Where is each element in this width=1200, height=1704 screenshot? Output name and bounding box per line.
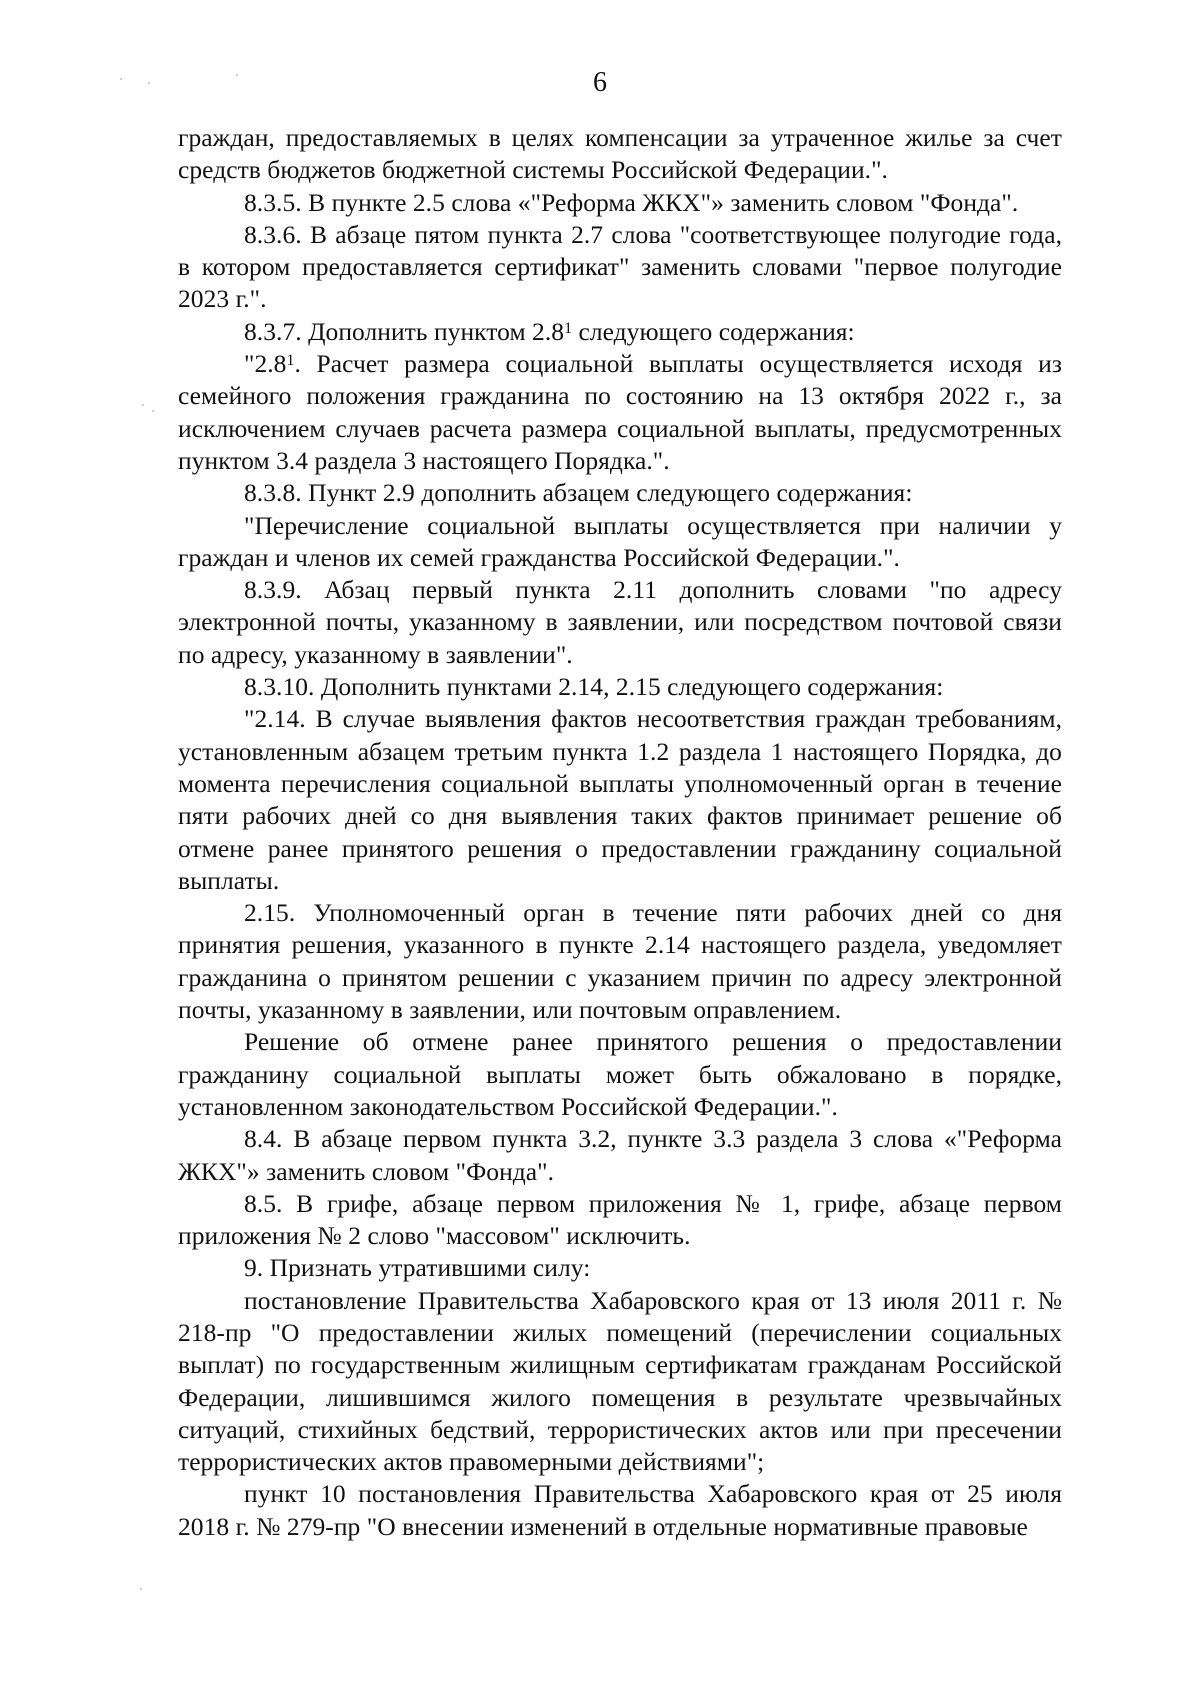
- paragraph: [178, 316, 1062, 348]
- scan-speck: [140, 1588, 142, 1590]
- scan-speck: [120, 78, 122, 80]
- paragraph: 8.3.6. В абзаце пятом пункта 2.7 слова "соответствующее полугодие года, в котором предоставляется сертификат" заменить словами "первое полугодие 2023 г.".: [178, 219, 1062, 314]
- paragraph: "Перечисление социальной выплаты осуществляется при наличии у граждан и членов их семей гражданства Российской Федерации.".: [178, 510, 1062, 572]
- scan-speck: [236, 74, 238, 76]
- paragraph: 8.3.10. Дополнить пунктами 2.14, 2.15 следующего содержания:: [244, 672, 944, 702]
- paragraph: постановление Правительства Хабаровского края от 13 июля 2011 г. № 218-пр "О предоставлении жилых помещений (перечислении социальных выплат) по государственным жилищным сертификатам гражданам Российской Федерации, лишившимся жилого помещения в результате чрезвычайных ситуаций, стихийных бедствий, террористических актов или при пресечении террористических актов правомерными действиями";: [178, 1285, 1062, 1477]
- paragraph-text: следующего содержания:: [572, 316, 855, 346]
- paragraph: 8.4. В абзаце первом пункта 3.2, пункте 3.3 раздела 3 слова «"Реформа ЖКХ"» заменить словом "Фонда".: [178, 1124, 1062, 1186]
- document-body: [178, 122, 1062, 1543]
- scan-speck: [142, 404, 144, 406]
- paragraph: [178, 348, 1062, 477]
- paragraph: 8.5. В грифе, абзаце первом приложения № 1, грифе, абзаце первом приложения № 2 слово "массовом" исключить.: [178, 1188, 1062, 1251]
- paragraph: 8.3.9. Абзац первый пункта 2.11 дополнить словами "по адресу электронной почты, указанному в заявлении, или посредством почтовой связи по адресу, указанному в заявлении".: [178, 575, 1062, 669]
- paragraph: пункт 10 постановления Правительства Хабаровского края от 25 июля 2018 г. № 279-пр "О внесении изменений в отдельные нормативные правовые: [178, 1479, 1062, 1541]
- scan-speck: [152, 410, 154, 412]
- paragraph-text: . Расчет размера социальной выплаты осуществляется исходя из семейного положения гражданина по состоянию на 13 октября 2022 г., за исключением случаев расчета размера социальной выплаты, предусмотренных пунктом 3.4 раздела 3 настоящего Порядка.".: [178, 349, 1062, 475]
- superscript: 1: [286, 351, 295, 369]
- paragraph: 9. Признать утратившими силу:: [244, 1253, 591, 1283]
- page-number: 6: [593, 67, 607, 98]
- paragraph: "2.14. В случае выявления фактов несоответствия граждан требованиям, установленным абзацем третьим пункта 1.2 раздела 1 настоящего Порядка, до момента перечисления социальной выплаты уполномоченный орган в течение пяти рабочих дней со дня выявления таких фактов принимает решение об отмене ранее принятого решения о предоставлении гражданину социальной выплаты.: [178, 704, 1062, 895]
- paragraph: 2.15. Уполномоченный орган в течение пяти рабочих дней со дня принятия решения, указанного в пункте 2.14 настоящего раздела, уведомляет гражданина о принятом решении с указанием причин по адресу электронной почты, указанному в заявлении, или почтовым оправлением.: [178, 898, 1062, 1025]
- paragraph-text: "2.8: [244, 349, 287, 379]
- paragraph: 8.3.5. В пункте 2.5 слова «"Реформа ЖКХ"» заменить словом "Фонда".: [244, 187, 1019, 217]
- paragraph: 8.3.8. Пункт 2.9 дополнить абзацем следующего содержания:: [244, 478, 913, 508]
- superscript: 1: [564, 319, 573, 337]
- paragraph: Решение об отмене ранее принятого решения о предоставлении гражданину социальной выплаты может быть обжаловано в порядке, установленном законодательством Российской Федерации.".: [178, 1027, 1062, 1121]
- paragraph-text: 8.3.7. Дополнить пунктом 2.8: [244, 316, 565, 346]
- scan-speck: [148, 82, 150, 84]
- paragraph: граждан, предоставляемых в целях компенсации за утраченное жилье за счет средств бюджетов бюджетной системы Российской Федерации.".: [178, 123, 1062, 185]
